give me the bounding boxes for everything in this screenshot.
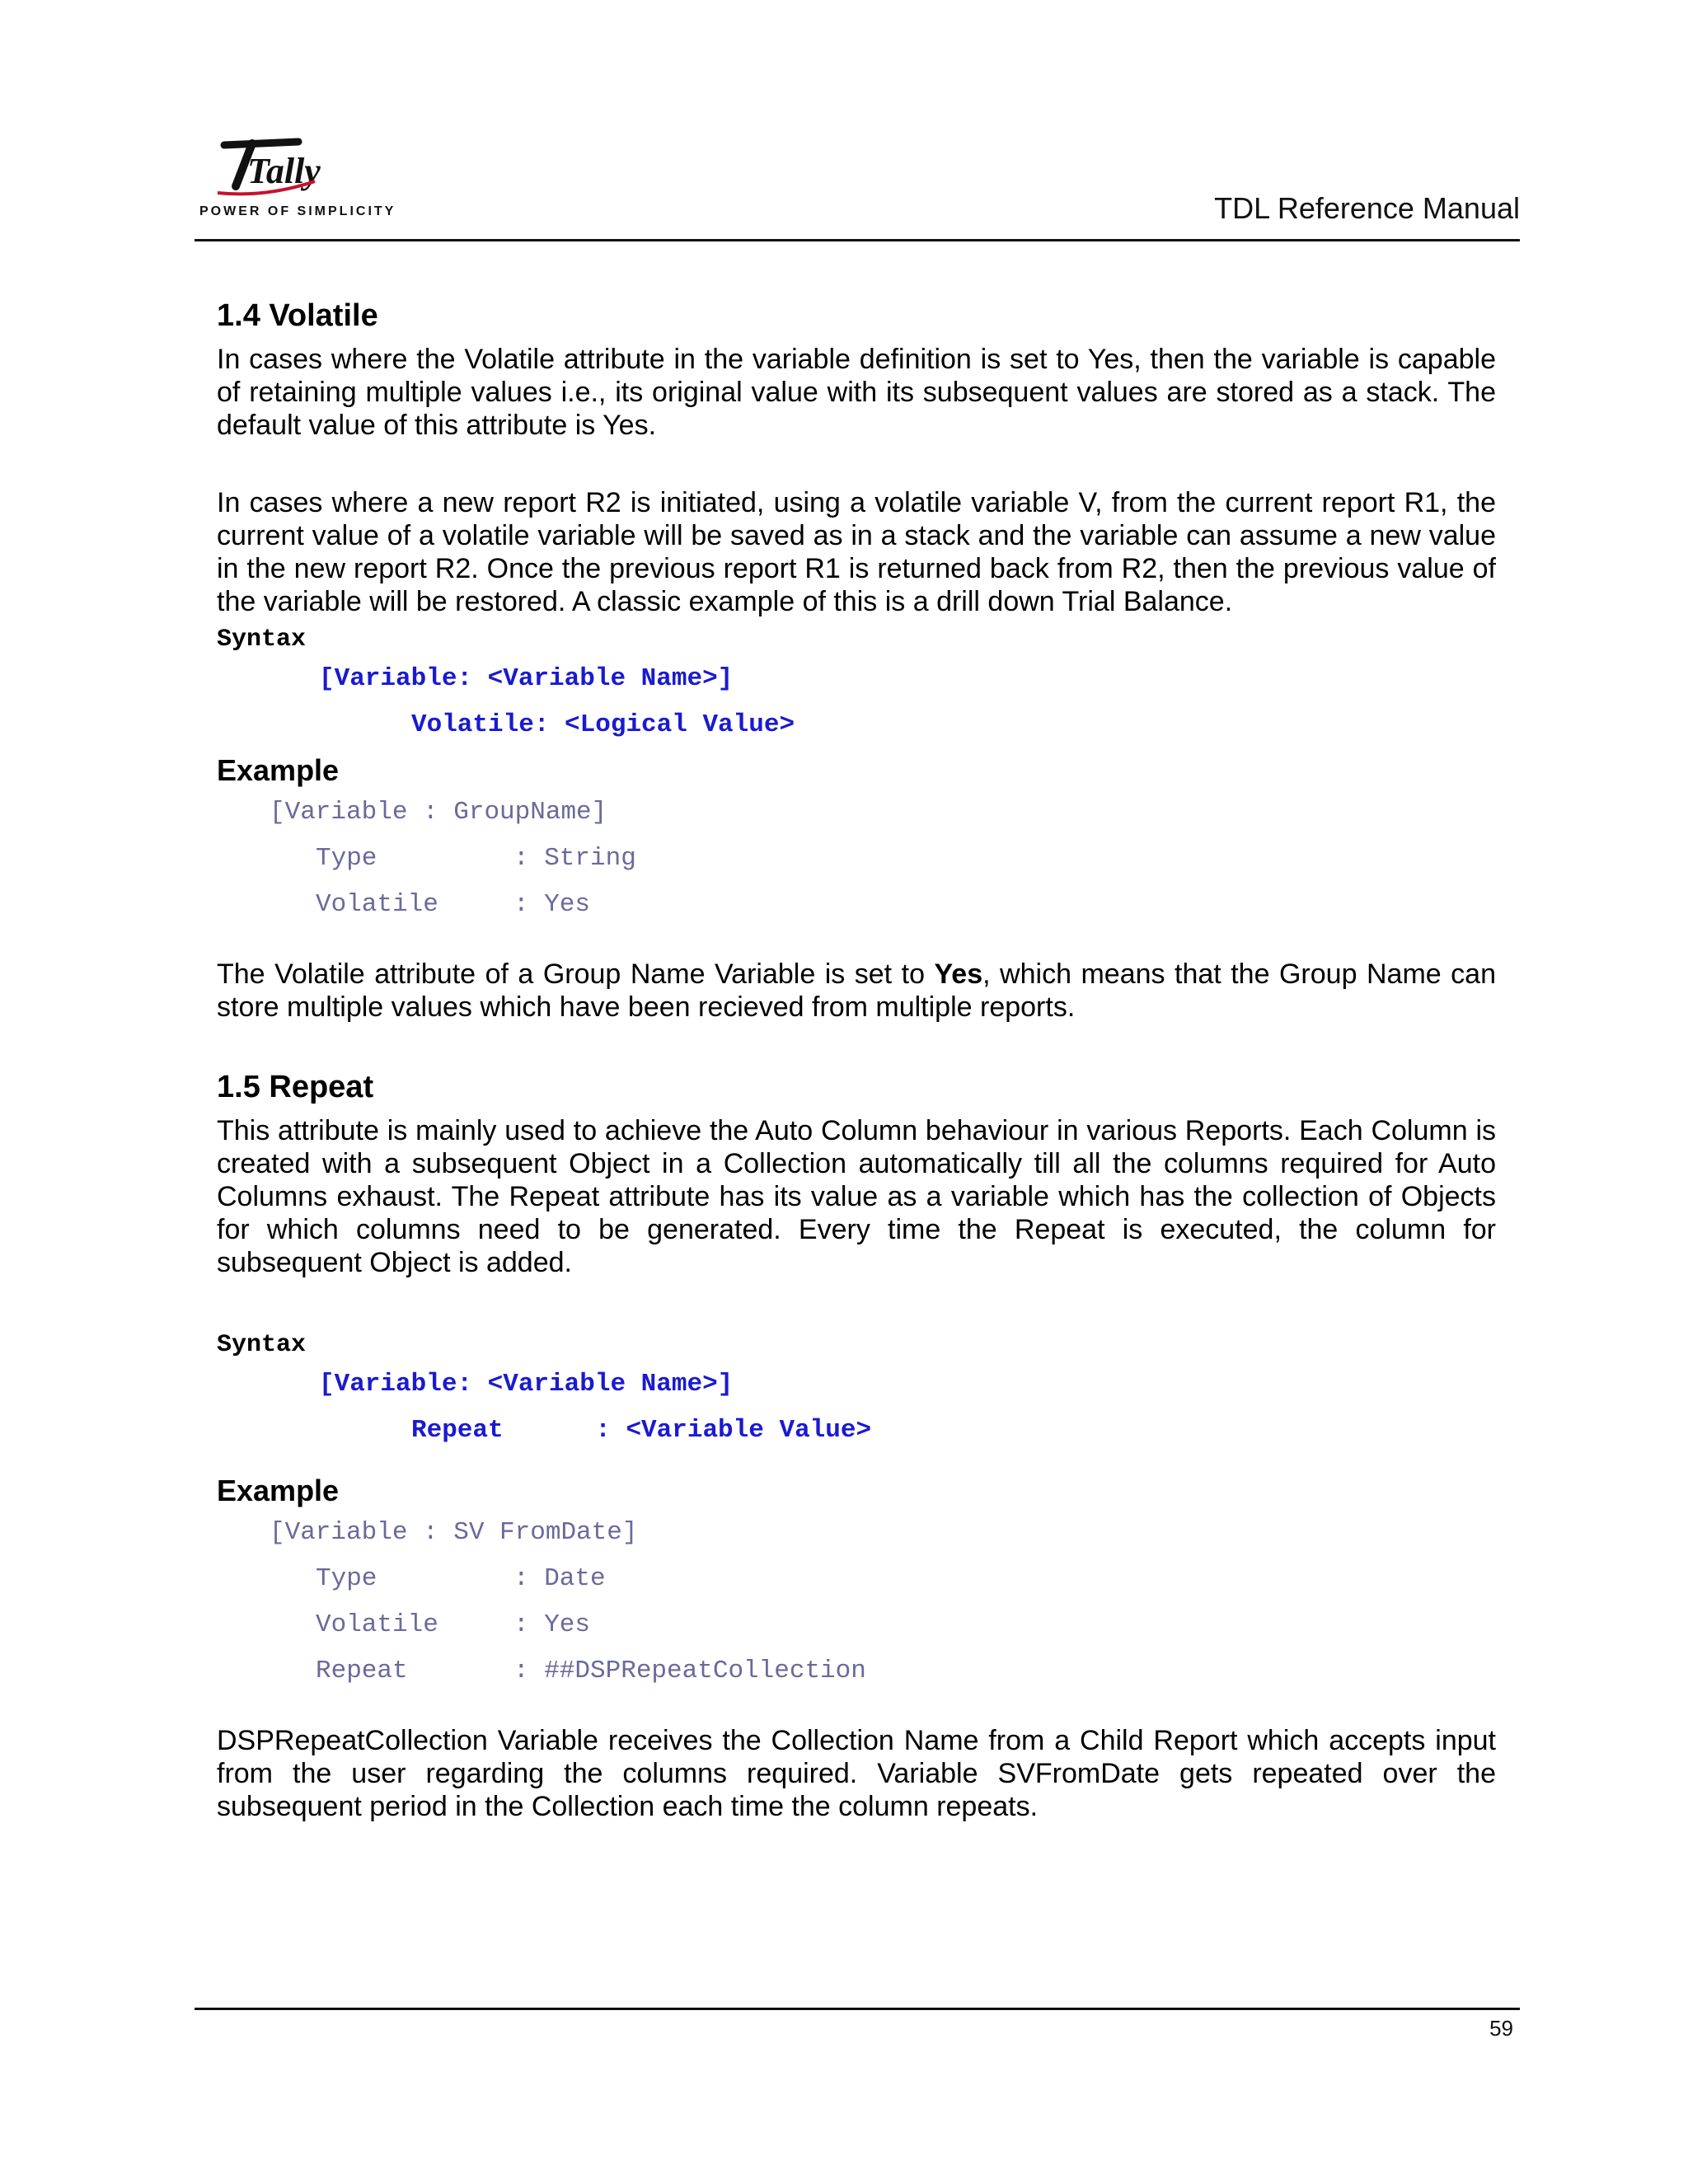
code-key: Type (316, 844, 377, 873)
code-key: Repeat (316, 1657, 408, 1685)
tally-logo-mark (199, 135, 323, 201)
code-line (217, 1556, 1496, 1602)
code-line (217, 1602, 1496, 1648)
code-value: : Yes (513, 1610, 591, 1639)
example-label: Example (217, 753, 340, 787)
tally-logo (199, 135, 397, 226)
footer-rule (195, 2008, 1520, 2010)
logo-tagline: POWER OF SIMPLICITY (199, 204, 396, 218)
section-heading-volatile: 1.4 Volatile (217, 298, 378, 333)
section-heading-repeat: 1.5 Repeat (217, 1070, 374, 1104)
volatile-conclusion (217, 958, 1496, 1024)
code-line (217, 882, 1496, 928)
repeat-conclusion: DSPRepeatCollection Variable receives the Collection Name from a Child Report which accepts input from the user regarding the columns required. Variable SVFromDate gets repeated over the subsequent period in the Collection each time the column repeats. (217, 1725, 1496, 1822)
code-line: [Variable : SV FromDate] (270, 1518, 638, 1547)
volatile-paragraph-2: In cases where a new report R2 is initiated, using a volatile variable V, from the current report R1, the current value of a volatile variable will be saved as in a stack and the variable can assume a new value in the new report R2. Once the previous report R1 is returned back from R2, then the previous value of the variable will be restored. A classic example of this is a drill down Trial Balance. (217, 487, 1496, 617)
page-content (217, 297, 1496, 1823)
code-line (217, 1648, 1496, 1694)
code-value: : Date (513, 1564, 606, 1593)
volatile-paragraph-1: In cases where the Volatile attribute in the variable definition is set to Yes, then the variable is capable of retaining multiple values i.e., its original value with its subsequent values are stored as a stack. The default value of this attribute is Yes. (217, 344, 1496, 441)
code-key: Type (316, 1564, 377, 1593)
code-line (217, 836, 1496, 882)
page-number: 59 (1489, 2016, 1513, 2041)
conclusion-text: , which means that the Group Name can store multiple values which have been recieved from multiple reports. (217, 958, 1496, 1023)
syntax-line: Volatile: <Logical Value> (411, 710, 795, 739)
conclusion-bold: Yes (934, 958, 983, 990)
code-line: [Variable : GroupName] (270, 798, 607, 827)
repeat-paragraph-1: This attribute is mainly used to achieve the Auto Column behaviour in various Reports. Each Column is created with a subsequent Object in a Collection automatically till all the columns required for Auto Columns exhaust. The Repeat attribute has its value as a variable which has the collection of Objects for which columns need to be generated. Every time the Repeat is executed, the column for subsequent Object is added. (217, 1115, 1496, 1278)
example-label: Example (217, 1474, 340, 1507)
syntax-line: [Variable: <Variable Name>] (319, 664, 734, 693)
syntax-line: [Variable: <Variable Name>] (319, 1370, 734, 1399)
syntax-label: Syntax (217, 1331, 307, 1359)
conclusion-text: The Volatile attribute of a Group Name Variable is set to (217, 958, 935, 990)
code-value: : String (513, 844, 636, 873)
manual-title: TDL Reference Manual (1214, 191, 1520, 225)
header-rule (195, 239, 1520, 241)
code-value: : ##DSPRepeatCollection (513, 1657, 866, 1685)
logo-wordmark: Tally (247, 151, 321, 191)
code-key: Volatile (316, 1610, 438, 1639)
code-value: : Yes (513, 890, 591, 919)
syntax-label: Syntax (217, 626, 307, 654)
code-key: Volatile (316, 890, 438, 919)
syntax-line: Repeat : <Variable Value> (411, 1416, 872, 1445)
